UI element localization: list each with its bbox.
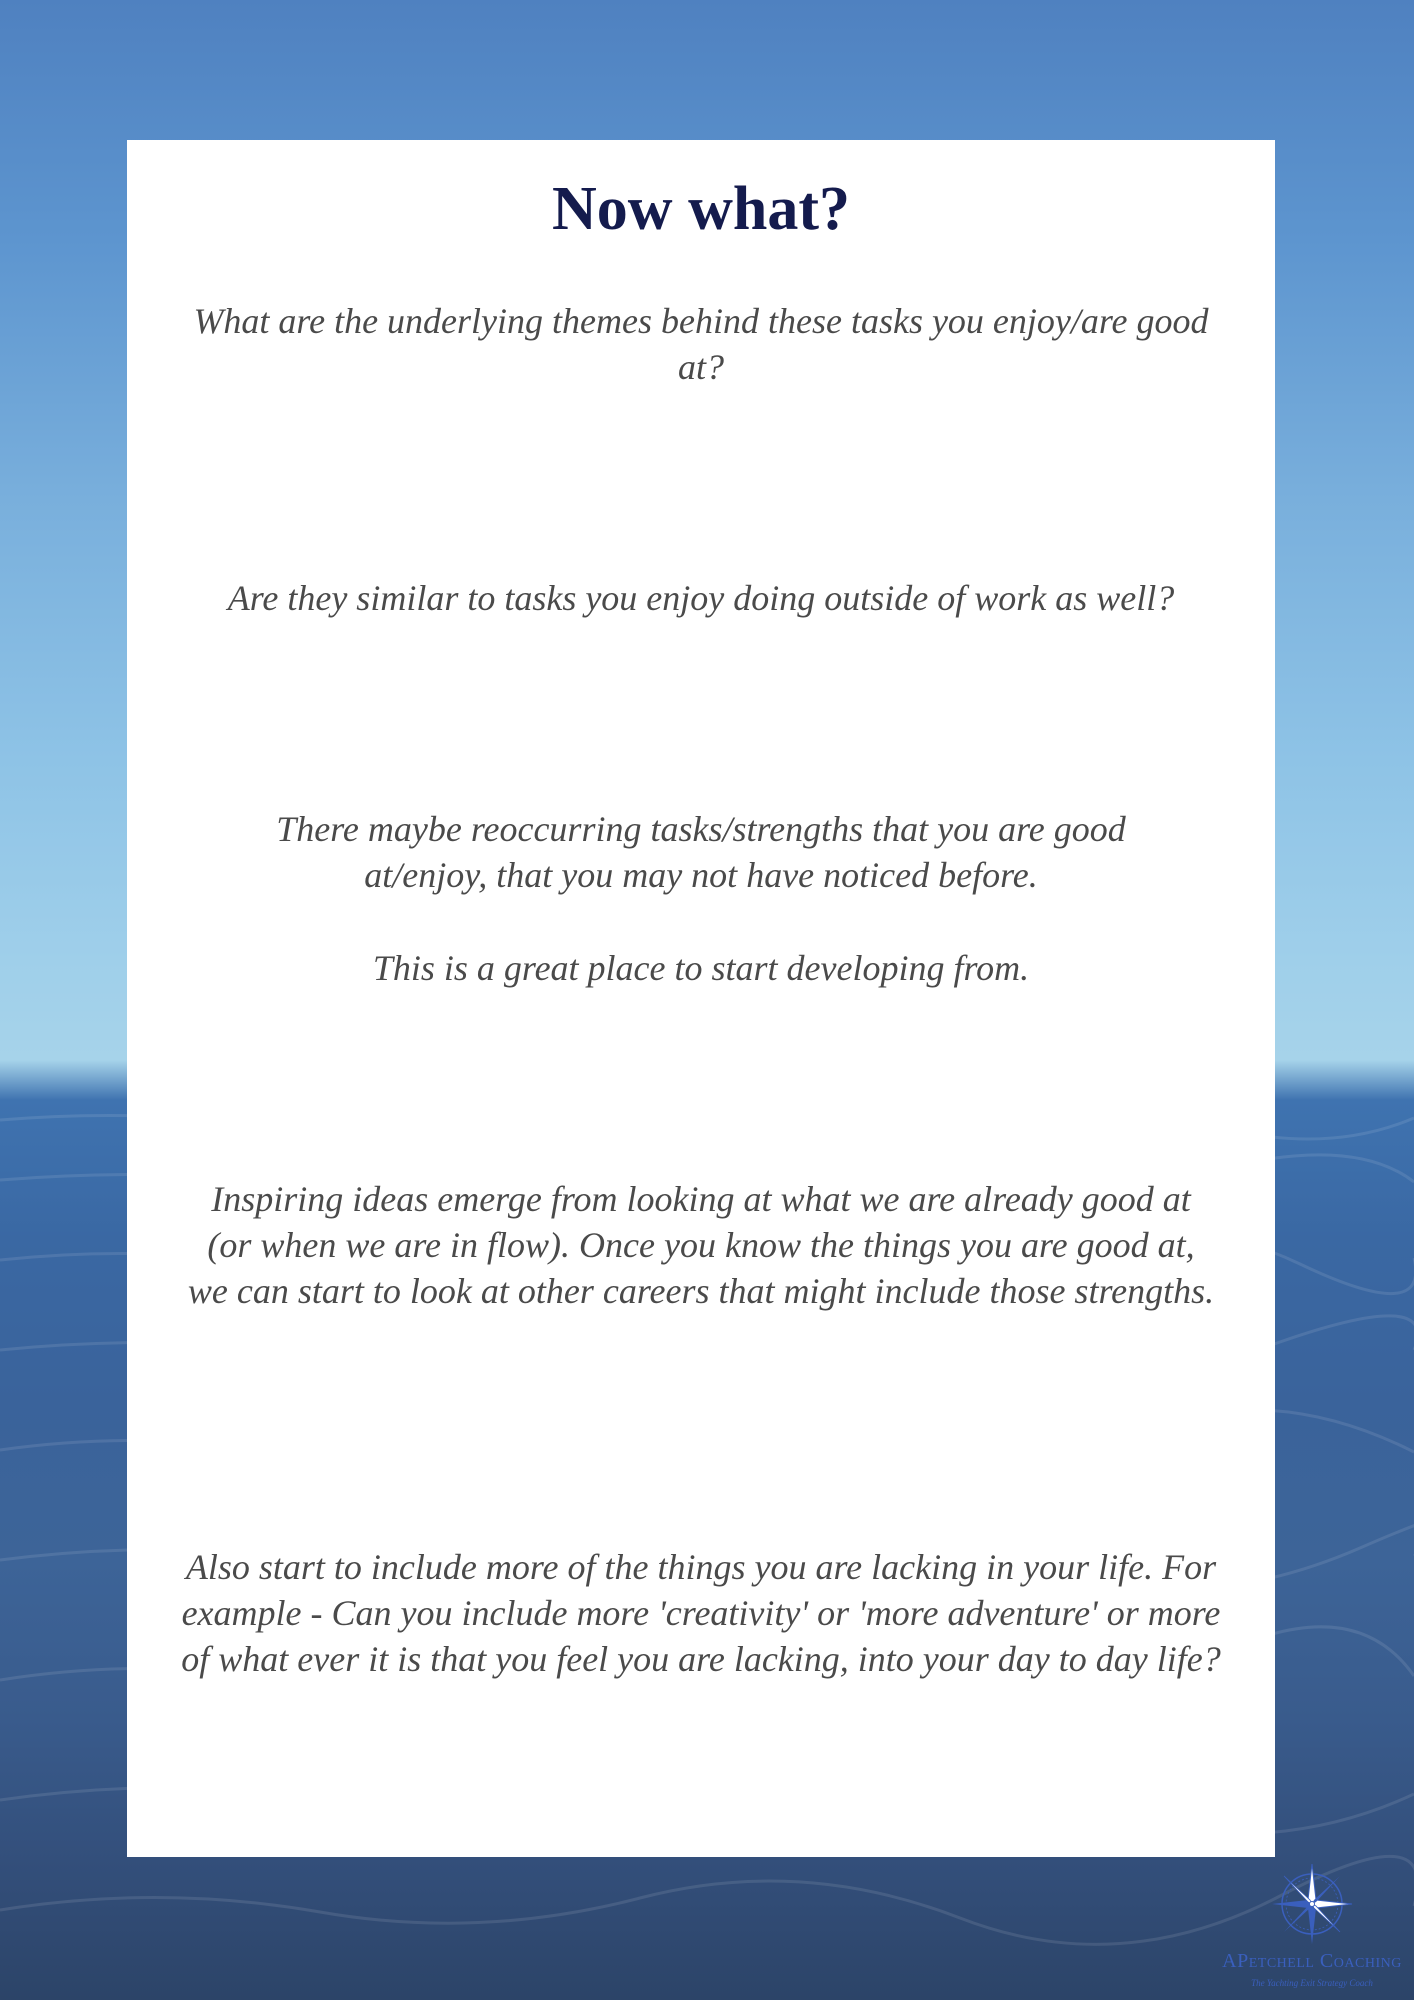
brand-tagline: The Yachting Exit Strategy Coach: [1251, 1978, 1373, 1988]
brand-name: APetchell Coaching: [1222, 1950, 1402, 1972]
note-include-lacking: Also start to include more of the things you are lacking in your life. For example - Can you include more 'creativity' or 'more adventure' or more of what ever it is that you feel you are lacking, into your day to day life?: [181, 1547, 1221, 1679]
note-inspiring-ideas: Inspiring ideas emerge from looking at what we are already good at (or when we are in flow). Once you know the things you are good at, we can start to look at other careers that might include those strengths.: [187, 1179, 1215, 1311]
note-starting-point: This is a great place to start developing from.: [372, 948, 1030, 988]
brand-logo: [1210, 1858, 1414, 2000]
note-reoccurring-strengths: There maybe reoccurring tasks/strengths that you are good at/enjoy, that you may not have noticed before.: [276, 809, 1126, 895]
compass-rose-icon: [1270, 1862, 1354, 1946]
page-title: Now what?: [552, 175, 850, 243]
question-outside-work: Are they similar to tasks you enjoy doing outside of work as well?: [227, 578, 1175, 618]
question-themes: What are the underlying themes behind these tasks you enjoy/are good at?: [193, 301, 1209, 387]
content-card: [127, 140, 1275, 1857]
